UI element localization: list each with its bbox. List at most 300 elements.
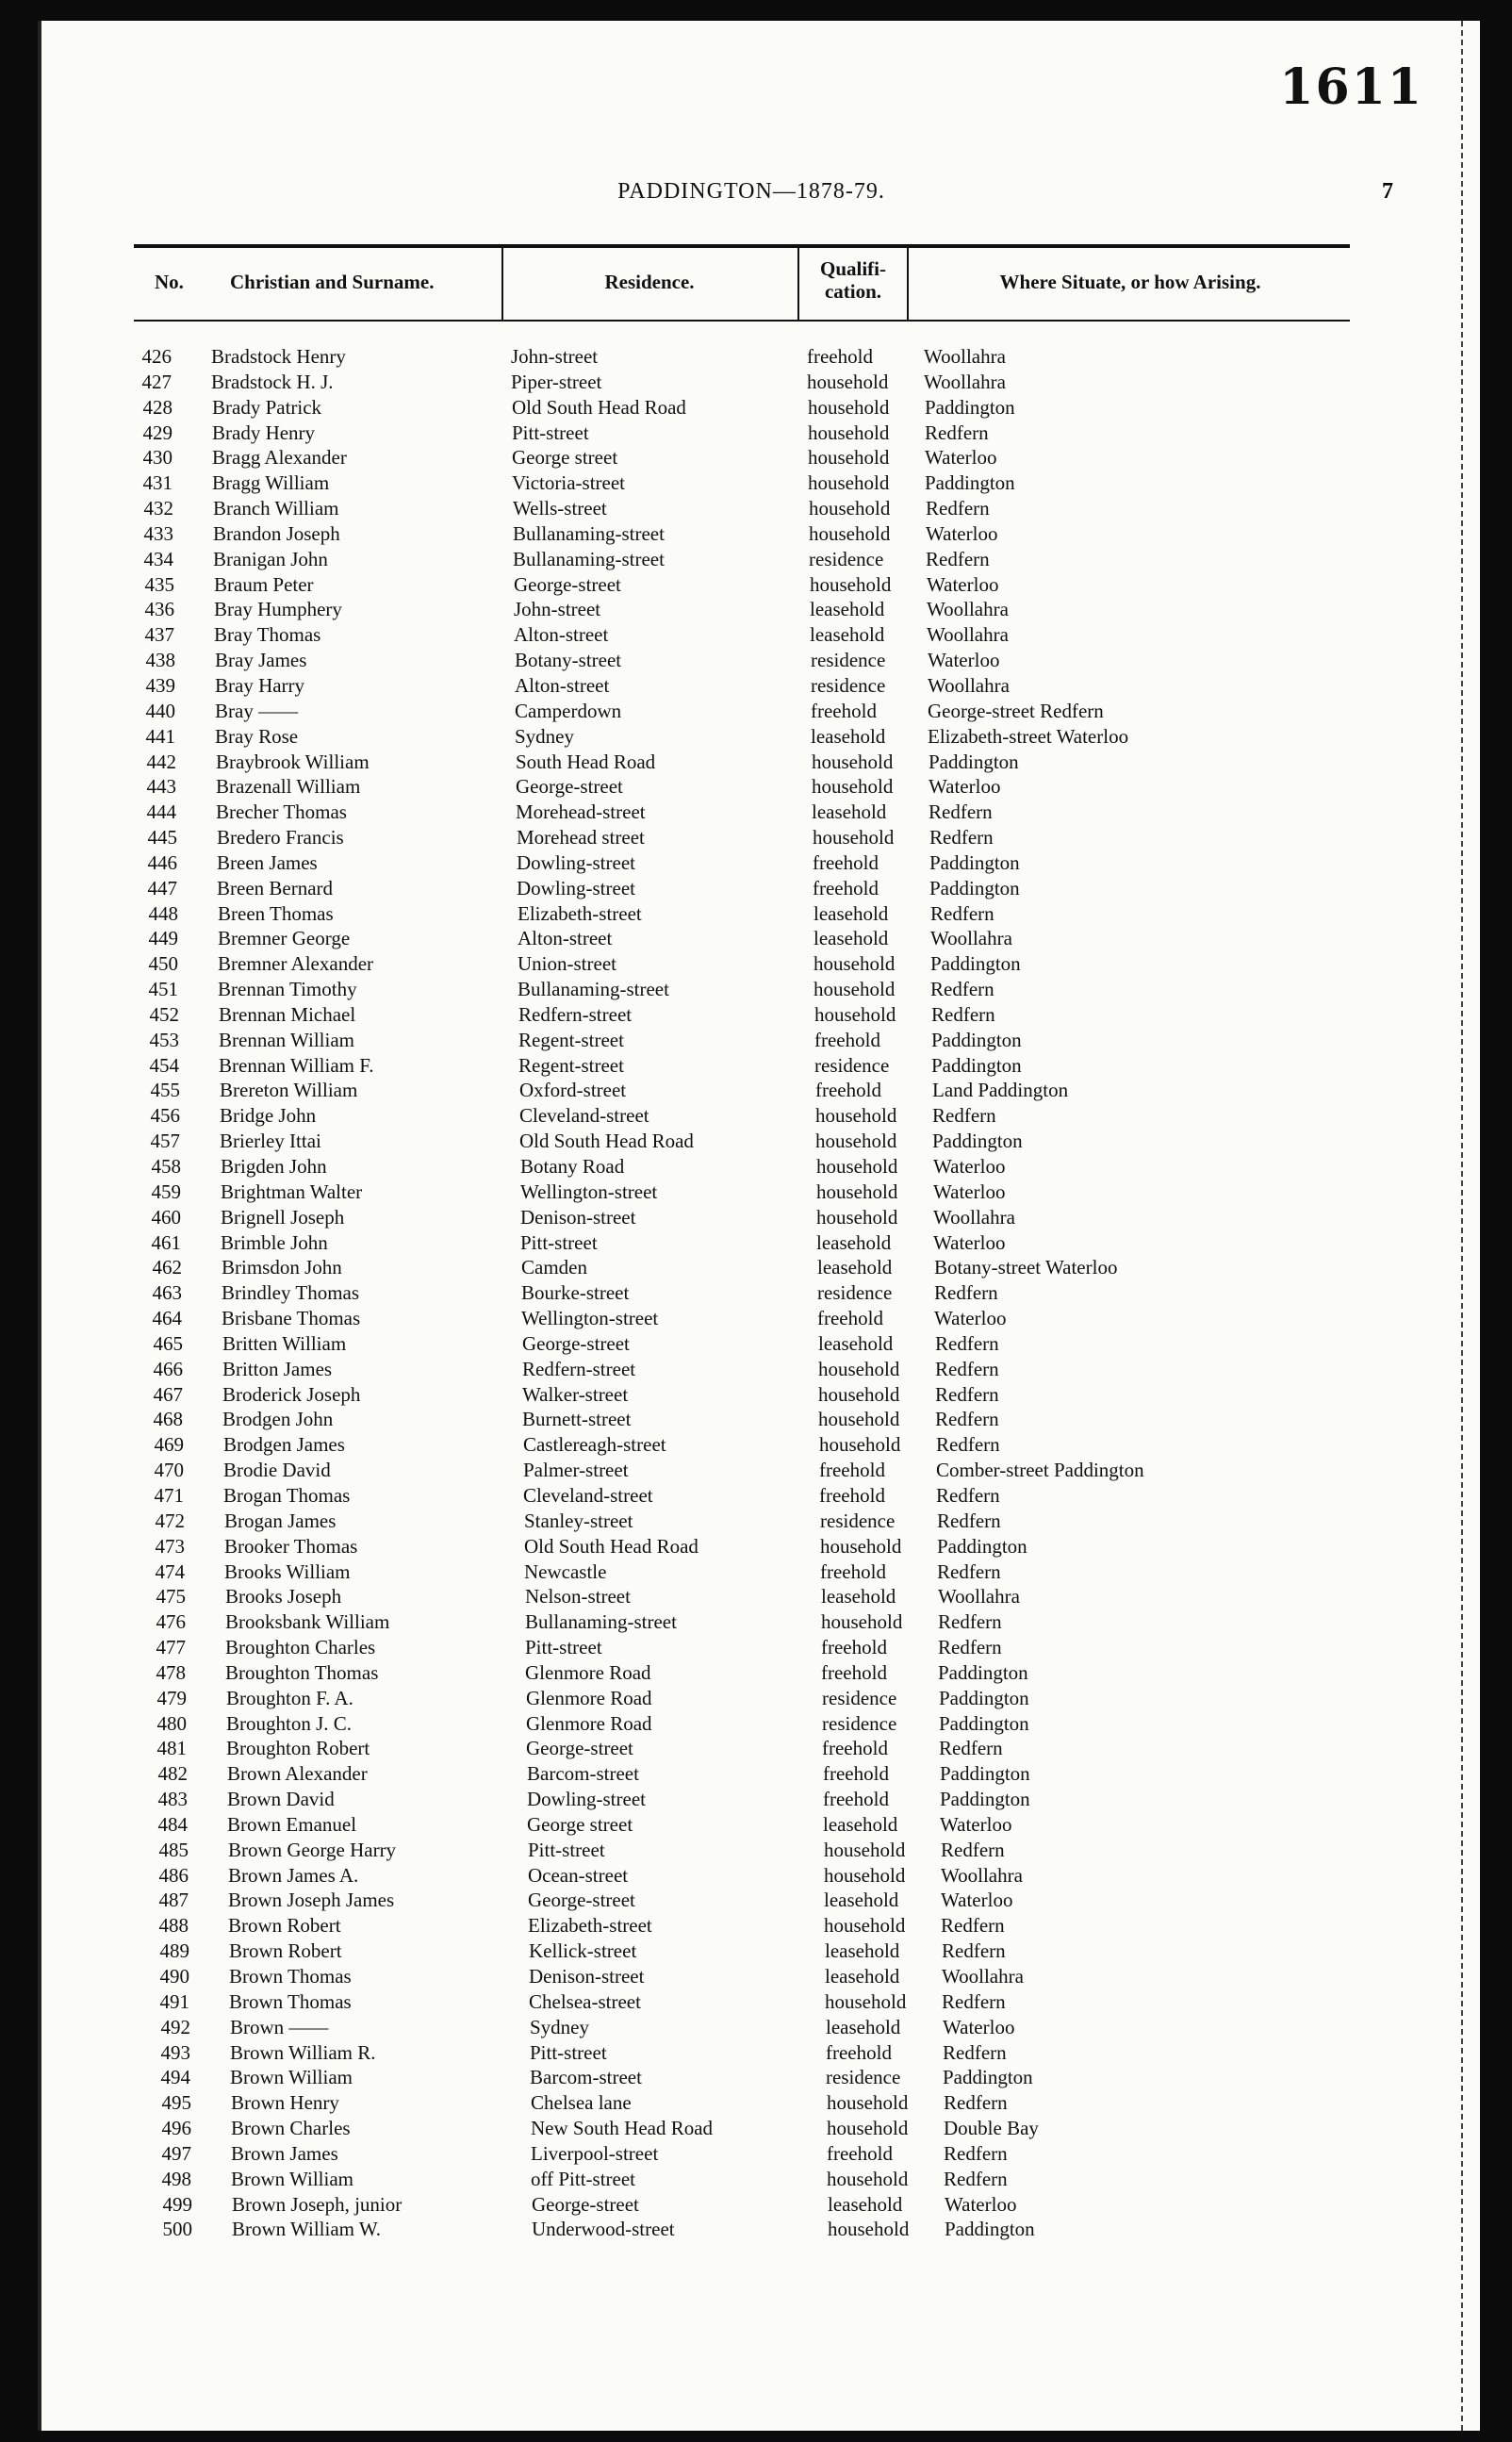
residence-cell: Glenmore Road [526, 1711, 652, 1735]
table-row [41, 1838, 1461, 1863]
elector-name: Brown Joseph James [228, 1889, 395, 1912]
table-row [41, 750, 1461, 775]
situation-cell: Redfern [942, 1939, 1006, 1963]
table-row [41, 774, 1461, 800]
situation-cell: Waterloo [933, 1155, 1006, 1178]
table-row [41, 1180, 1461, 1205]
qualification-cell: household [818, 1357, 900, 1380]
situation-cell: Redfern [935, 1382, 999, 1406]
situation-cell: Waterloo [941, 1889, 1013, 1912]
residence-cell: Chelsea lane [531, 2091, 632, 2115]
residence-cell: Old South Head Road [512, 395, 686, 419]
table-row [41, 850, 1461, 876]
table-row [41, 1432, 1461, 1458]
situation-cell: Redfern [926, 547, 990, 570]
qualification-cell: leasehold [828, 2192, 903, 2216]
table-row [41, 673, 1461, 699]
qualification-cell: household [808, 446, 890, 470]
residence-cell: Pitt-street [512, 421, 589, 444]
qualification-cell: household [810, 572, 892, 596]
elector-name: Brown William R. [230, 2040, 376, 2064]
situation-cell: Botany-street Waterloo [934, 1256, 1118, 1279]
residence-cell: Pitt-street [525, 1636, 602, 1659]
table-row [41, 1154, 1461, 1180]
qualification-cell: leasehold [817, 1256, 893, 1279]
qualification-cell: leasehold [814, 901, 889, 925]
residence-cell: George-street [522, 1331, 630, 1355]
sheet-number: 7 [1382, 179, 1393, 204]
elector-name: Brigden John [221, 1155, 327, 1178]
situation-cell: Redfern [936, 1433, 1000, 1457]
register-page [38, 21, 1461, 2431]
situation-cell: Redfern [942, 1989, 1006, 2013]
qualification-cell: residence [826, 2066, 901, 2089]
entry-number: 490 [159, 1965, 189, 1988]
elector-name: Bremner Alexander [218, 952, 374, 976]
register-rows [41, 344, 1461, 2242]
elector-name: Brown —— [230, 2015, 329, 2038]
entry-number: 469 [154, 1433, 184, 1457]
qualification-cell: freehold [826, 2040, 892, 2064]
residence-cell: Denison-street [520, 1205, 636, 1229]
situation-cell: Comber-street Paddington [936, 1459, 1144, 1482]
situation-cell: Paddington [925, 471, 1015, 495]
situation-cell: Redfern [943, 2040, 1007, 2064]
residence-cell: Dowling-street [517, 876, 635, 899]
residence-cell: Camperdown [515, 699, 622, 722]
table-row [41, 1306, 1461, 1331]
qualification-cell: freehold [819, 1459, 885, 1482]
residence-cell: Newcastle [524, 1559, 607, 1583]
table-row [41, 521, 1461, 547]
elector-name: Brown Emanuel [227, 1812, 357, 1836]
elector-name: Broughton Charles [225, 1636, 376, 1659]
elector-name: Brown William W. [232, 2218, 382, 2241]
situation-cell: Woollahra [938, 1585, 1020, 1609]
situation-cell: Paddington [929, 750, 1019, 773]
entry-number: 430 [142, 446, 173, 470]
situation-cell: Waterloo [933, 1230, 1006, 1254]
residence-cell: George-street [526, 1737, 633, 1760]
situation-cell: Redfern [938, 1636, 1002, 1659]
table-row [41, 344, 1461, 370]
situation-cell: Elizabeth-street Waterloo [928, 724, 1129, 748]
elector-name: Brown Robert [228, 1914, 341, 1938]
entry-number: 492 [160, 2015, 190, 2038]
entry-number: 498 [161, 2167, 191, 2190]
header-top-rule [134, 244, 1350, 248]
entry-number: 443 [146, 775, 176, 799]
situation-cell: Paddington [945, 2218, 1035, 2241]
residence-cell: Botany-street [515, 649, 622, 672]
table-row [41, 1939, 1461, 1964]
residence-cell: Old South Head Road [524, 1534, 698, 1558]
residence-cell: Union-street [518, 952, 616, 976]
elector-name: Bray —— [215, 699, 299, 722]
residence-cell: Sydney [515, 724, 574, 748]
situation-cell: Waterloo [928, 649, 1000, 672]
residence-cell: George street [512, 446, 618, 470]
residence-cell: Barcom-street [530, 2066, 642, 2089]
table-row [41, 470, 1461, 496]
qualification-cell: residence [822, 1711, 897, 1735]
entry-number: 478 [156, 1660, 186, 1684]
residence-cell: Redfern-street [522, 1357, 636, 1380]
situation-cell: Waterloo [926, 521, 998, 545]
elector-name: Brisbane Thomas [222, 1307, 361, 1330]
entry-number: 494 [160, 2066, 190, 2089]
elector-name: Brown Henry [231, 2091, 339, 2115]
qualification-cell: household [814, 978, 896, 1001]
table-row [41, 1534, 1461, 1559]
entry-number: 457 [150, 1130, 180, 1153]
table-row [41, 1863, 1461, 1889]
situation-cell: Paddington [939, 1686, 1029, 1709]
entry-number: 485 [158, 1838, 189, 1861]
elector-name: Brogan Thomas [223, 1483, 351, 1507]
table-row [41, 1736, 1461, 1761]
entry-number: 465 [153, 1331, 183, 1355]
elector-name: Braum Peter [214, 572, 314, 596]
situation-cell: Paddington [937, 1534, 1027, 1558]
situation-cell: Paddington [925, 395, 1015, 419]
elector-name: Brady Patrick [212, 395, 322, 419]
residence-cell: Stanley-street [524, 1509, 633, 1532]
residence-cell: Bullanaming-street [518, 978, 669, 1001]
table-row [41, 421, 1461, 446]
elector-name: Bridge John [220, 1104, 317, 1128]
elector-name: Brazenall William [216, 775, 361, 799]
elector-name: Brennan Timothy [218, 978, 357, 1001]
residence-cell: John-street [514, 598, 601, 621]
entry-number: 471 [154, 1483, 184, 1507]
table-row [41, 1028, 1461, 1053]
table-row [41, 926, 1461, 951]
entry-number: 441 [145, 724, 175, 748]
residence-cell: Burnett-street [522, 1408, 632, 1431]
qualification-cell: household [809, 521, 891, 545]
qualification-cell: freehold [823, 1762, 889, 1786]
qualification-cell: freehold [807, 345, 873, 368]
situation-cell: Land Paddington [932, 1079, 1069, 1102]
entry-number: 453 [149, 1028, 179, 1051]
qualification-cell: leasehold [826, 2015, 901, 2038]
table-row [41, 1483, 1461, 1509]
residence-cell: Bullanaming-street [525, 1610, 677, 1634]
table-row [41, 1711, 1461, 1737]
elector-name: Brooker Thomas [224, 1534, 358, 1558]
elector-name: Brandon Joseph [213, 521, 340, 545]
entry-number: 483 [157, 1788, 188, 1811]
entry-number: 450 [148, 952, 178, 976]
residence-cell: Cleveland-street [519, 1104, 649, 1128]
running-head: PADDINGTON—1878-79. [617, 179, 885, 204]
header-no: No. [155, 271, 184, 293]
table-row [41, 496, 1461, 521]
qualification-cell: leasehold [811, 724, 886, 748]
entry-number: 446 [147, 850, 177, 874]
entry-number: 495 [161, 2091, 191, 2115]
header-situation: Where Situate, or how Arising. [999, 271, 1261, 293]
entry-number: 468 [153, 1408, 183, 1431]
entry-number: 458 [151, 1155, 181, 1178]
elector-name: Brimble John [221, 1230, 328, 1254]
situation-cell: Waterloo [927, 572, 999, 596]
elector-name: Brodgen James [223, 1433, 345, 1457]
elector-name: Brennan Michael [219, 1002, 356, 1026]
qualification-cell: freehold [817, 1307, 883, 1330]
table-row [41, 1002, 1461, 1028]
residence-cell: Ocean-street [528, 1863, 629, 1887]
entry-number: 476 [156, 1610, 186, 1634]
qualification-cell: freehold [813, 850, 879, 874]
residence-cell: Dowling-street [527, 1788, 646, 1811]
qualification-cell: household [813, 826, 895, 850]
header-name: Christian and Surname. [230, 271, 435, 293]
table-row [41, 1331, 1461, 1357]
entry-number: 461 [151, 1230, 181, 1254]
table-row [41, 1053, 1461, 1079]
elector-name: Braybrook William [216, 750, 370, 773]
situation-cell: Woollahra [928, 673, 1010, 697]
situation-cell: Redfern [926, 497, 990, 520]
residence-cell: Wells-street [513, 497, 607, 520]
residence-cell: Alton-street [514, 623, 609, 647]
entry-number: 460 [151, 1205, 181, 1229]
situation-cell: Redfern [944, 2141, 1008, 2165]
table-row [41, 724, 1461, 750]
situation-cell: Woollahra [933, 1205, 1015, 1229]
table-row [41, 2217, 1461, 2242]
table-row [41, 2116, 1461, 2141]
residence-cell: Walker-street [522, 1382, 629, 1406]
qualification-cell: household [825, 1989, 907, 2013]
table-row [41, 1280, 1461, 1306]
residence-cell: Old South Head Road [519, 1130, 694, 1153]
situation-cell: Redfern [932, 1104, 996, 1128]
table-row [41, 2192, 1461, 2218]
elector-name: Brereton William [220, 1079, 358, 1102]
header-bottom-rule [134, 320, 1350, 322]
residence-cell: Glenmore Road [526, 1686, 652, 1709]
table-row [41, 951, 1461, 977]
table-row [41, 1635, 1461, 1660]
entry-number: 480 [156, 1711, 187, 1735]
table-row [41, 2040, 1461, 2066]
residence-cell: Oxford-street [519, 1079, 627, 1102]
situation-cell: Redfern [936, 1483, 1000, 1507]
situation-cell: Woollahra [927, 598, 1009, 621]
residence-cell: Wellington-street [521, 1307, 659, 1330]
residence-cell: Wellington-street [520, 1180, 658, 1203]
qualification-cell: household [827, 2117, 909, 2140]
table-row [41, 1812, 1461, 1838]
elector-name: Brennan William F. [219, 1053, 374, 1077]
elector-name: Brodgen John [222, 1408, 334, 1431]
qualification-cell: household [816, 1205, 898, 1229]
situation-cell: Waterloo [933, 1180, 1006, 1203]
elector-name: Brightman Walter [221, 1180, 363, 1203]
table-row [41, 572, 1461, 598]
table-row [41, 2167, 1461, 2192]
elector-name: Brown Thomas [229, 1965, 352, 1988]
entry-number: 487 [158, 1889, 189, 1912]
qualification-cell: household [828, 2218, 910, 2241]
elector-name: Brady Henry [212, 421, 316, 444]
qualification-cell: residence [822, 1686, 897, 1709]
residence-cell: Nelson-street [525, 1585, 631, 1609]
qualification-cell: leasehold [821, 1585, 896, 1609]
elector-name: Brown George Harry [228, 1838, 397, 1861]
entry-number: 496 [161, 2117, 191, 2140]
elector-name: Bredero Francis [217, 826, 344, 850]
entry-number: 436 [144, 598, 174, 621]
entry-number: 449 [148, 927, 178, 950]
situation-cell: Redfern [937, 1559, 1001, 1583]
residence-cell: Denison-street [529, 1965, 645, 1988]
situation-cell: Paddington [940, 1788, 1030, 1811]
qualification-cell: household [815, 1130, 897, 1153]
qualification-cell: household [809, 497, 891, 520]
residence-cell: Victoria-street [512, 471, 626, 495]
elector-name: Britten William [222, 1331, 347, 1355]
entry-number: 427 [141, 370, 172, 393]
situation-cell: Redfern [935, 1408, 999, 1431]
table-row [41, 2090, 1461, 2116]
entry-number: 499 [162, 2192, 192, 2216]
entry-number: 486 [158, 1863, 189, 1887]
entry-number: 488 [158, 1914, 189, 1938]
qualification-cell: residence [811, 673, 886, 697]
table-row [41, 1989, 1461, 2015]
qualification-cell: freehold [821, 1660, 887, 1684]
residence-cell: Regent-street [518, 1028, 624, 1051]
qualification-cell: leasehold [812, 800, 887, 824]
situation-cell: Redfern [934, 1281, 998, 1305]
elector-name: Bragg Alexander [212, 446, 347, 470]
table-row [41, 2065, 1461, 2090]
elector-name: Brown William [230, 2066, 353, 2089]
residence-cell: Alton-street [515, 673, 610, 697]
table-row [41, 699, 1461, 724]
qualification-cell: leasehold [824, 1889, 899, 1912]
situation-cell: Paddington [929, 850, 1020, 874]
entry-number: 433 [143, 521, 173, 545]
qualification-cell: household [814, 952, 896, 976]
entry-number: 439 [145, 673, 175, 697]
entry-number: 456 [150, 1104, 180, 1128]
qualification-cell: freehold [815, 1079, 881, 1102]
table-row [41, 1407, 1461, 1432]
table-row [41, 1964, 1461, 1989]
elector-name: Brimsdon John [222, 1256, 342, 1279]
entry-number: 437 [144, 623, 174, 647]
entry-number: 445 [147, 826, 177, 850]
table-row [41, 370, 1461, 395]
residence-cell: Camden [521, 1256, 587, 1279]
qualification-cell: household [808, 421, 890, 444]
entry-number: 470 [154, 1459, 184, 1482]
residence-cell: Piper-street [511, 370, 602, 393]
entry-number: 500 [162, 2218, 192, 2241]
qualification-cell: freehold [814, 1028, 880, 1051]
situation-cell: Woollahra [930, 927, 1012, 950]
entry-number: 489 [159, 1939, 189, 1963]
qualification-cell: residence [820, 1509, 896, 1532]
table-row [41, 1129, 1461, 1154]
table-row [41, 1255, 1461, 1280]
table-row [41, 395, 1461, 421]
qualification-cell: household [814, 1002, 896, 1026]
residence-cell: Morehead street [517, 826, 645, 850]
situation-cell: Double Bay [944, 2117, 1039, 2140]
table-row [41, 1509, 1461, 1534]
entry-number: 462 [152, 1256, 182, 1279]
qualification-cell: freehold [823, 1788, 889, 1811]
residence-cell: George-street [528, 1889, 635, 1912]
elector-name: Broderick Joseph [222, 1382, 361, 1406]
situation-cell: Paddington [931, 1028, 1022, 1051]
entry-number: 493 [160, 2040, 190, 2064]
elector-name: Brooksbank William [225, 1610, 390, 1634]
table-row [41, 2141, 1461, 2167]
qualification-cell: household [812, 750, 894, 773]
qualification-cell: freehold [820, 1559, 886, 1583]
residence-cell: Cleveland-street [523, 1483, 653, 1507]
entry-number: 484 [157, 1812, 188, 1836]
qualification-cell: household [818, 1382, 900, 1406]
binding-edge [1461, 21, 1480, 2431]
elector-name: Brodie David [223, 1459, 331, 1482]
table-row [41, 1761, 1461, 1787]
situation-cell: Paddington [932, 1130, 1023, 1153]
residence-cell: Kellick-street [529, 1939, 637, 1963]
residence-cell: George-street [516, 775, 623, 799]
residence-cell: Chelsea-street [529, 1989, 641, 2013]
elector-name: Bray Thomas [214, 623, 321, 647]
table-row [41, 1787, 1461, 1812]
residence-cell: Alton-street [518, 927, 613, 950]
elector-name: Brecher Thomas [216, 800, 347, 824]
table-row [41, 1382, 1461, 1408]
elector-name: Branigan John [213, 547, 328, 570]
entry-number: 444 [146, 800, 176, 824]
elector-name: Broughton F. A. [226, 1686, 353, 1709]
entry-number: 477 [156, 1636, 186, 1659]
elector-name: Brown Thomas [229, 1989, 352, 2013]
residence-cell: John-street [511, 345, 599, 368]
entry-number: 497 [161, 2141, 191, 2165]
qualification-cell: leasehold [823, 1812, 898, 1836]
qualification-cell: household [819, 1433, 901, 1457]
qualification-cell: freehold [813, 876, 879, 899]
entry-number: 464 [152, 1307, 182, 1330]
entry-number: 448 [148, 901, 178, 925]
situation-cell: Woollahra [942, 1965, 1024, 1988]
elector-name: Broughton J. C. [226, 1711, 353, 1735]
qualification-cell: household [816, 1155, 898, 1178]
residence-cell: New South Head Road [531, 2117, 714, 2140]
table-row [41, 2015, 1461, 2040]
table-row [41, 1559, 1461, 1585]
qualification-cell: residence [809, 547, 884, 570]
elector-name: Brignell Joseph [221, 1205, 345, 1229]
residence-cell: Bullanaming-street [513, 547, 665, 570]
entry-number: 482 [157, 1762, 188, 1786]
residence-cell: Liverpool-street [531, 2141, 659, 2165]
entry-number: 474 [155, 1559, 185, 1583]
residence-cell: Pitt-street [520, 1230, 598, 1254]
